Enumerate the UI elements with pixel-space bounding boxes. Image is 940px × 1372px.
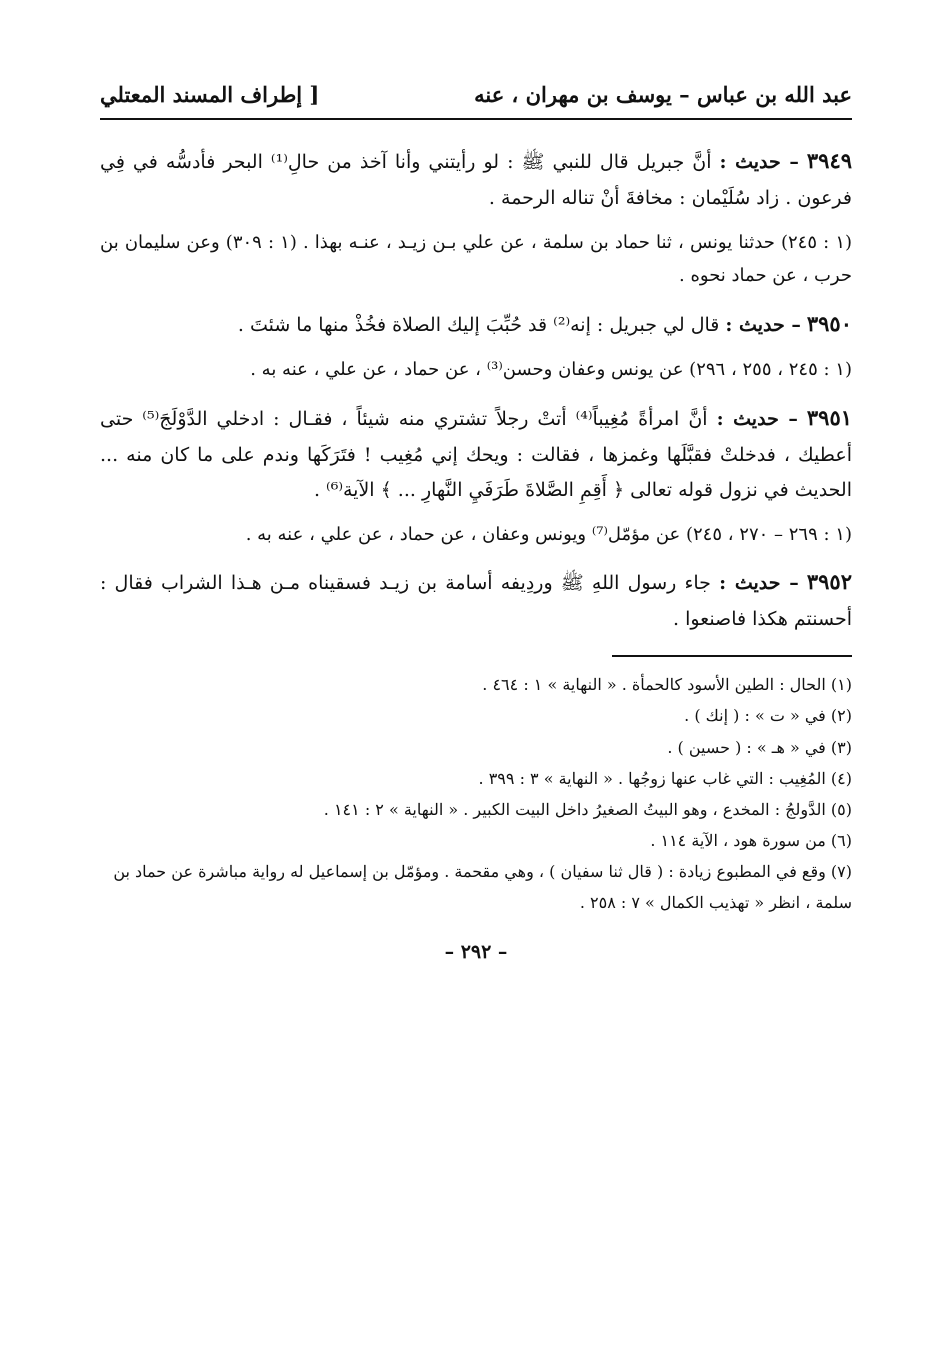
hadith-label: – حديث : bbox=[725, 313, 801, 336]
hadith-source: (١ : ٢٤٥ ، ٢٥٥ ، ٢٩٦) عن يونس وعفان وحسن⁽³⁾ ، عن حماد ، عن علي ، عنه به . bbox=[250, 359, 852, 381]
running-header bbox=[100, 76, 852, 116]
page-number: – ٢٩٢ – bbox=[444, 940, 508, 963]
hadith-number: ٣٩٥١ bbox=[806, 404, 853, 430]
hadith-text: جاء رسول اللهِ ﷺ وردِيفه أسامة بن زيـد فسقيناه مـن هـذا الشراب فقال : أحسنتم هكذا فاصنعوا . bbox=[100, 572, 852, 630]
hadith-source: (١ : ٢٦٩ – ٢٧٠ ، ٢٤٥) عن مؤمّل⁽⁷⁾ ويونس وعفان ، عن حماد ، عن علي ، عنه به . bbox=[245, 523, 852, 545]
hadith-number: ٣٩٤٩ bbox=[806, 148, 853, 173]
hadith-number: ٣٩٥٠ bbox=[806, 310, 852, 336]
footnote: (١) الحال : الطين الأسود كالحمأة . « النهاية » ١ : ٤٦٤ . bbox=[482, 675, 852, 695]
footnote: (٧) وقع في المطبوع زيادة : ( قال ثنا سفيان ) ، وهي مقحمة . ومؤمّل بن إسماعيل له رواية مباشرة عن حماد بن سلمة ، انظر « تهذيب الكمال » ٧ : ٢٥٨ . bbox=[113, 862, 852, 913]
hadith-source: (١ : ٢٤٥) حدثنا يونس ، ثنا حماد بن سلمة ، عن علي بـن زيـد ، عنـه بهذا . (١ : ٣٠٩) وعن سليمان بن حرب ، عن حماد نحوه . bbox=[100, 231, 853, 287]
footnote: (٤) المُغِيب : التي غاب عنها زوجُها . « النهاية » ٣ : ٣٩٩ . bbox=[478, 768, 852, 788]
footnote: (٦) من سورة هود ، الآية ١١٤ . bbox=[650, 831, 852, 851]
hadith-entry bbox=[100, 399, 852, 508]
hadith-label: – حديث : bbox=[719, 151, 799, 173]
hadith-entry bbox=[100, 142, 852, 216]
book-page bbox=[100, 76, 852, 963]
hadith-number: ٣٩٥٢ bbox=[806, 569, 852, 595]
footnote: (٣) في « هـ » : ( حسين ) . bbox=[667, 737, 852, 757]
hadith-entry bbox=[100, 305, 852, 344]
header-divider bbox=[100, 118, 852, 120]
hadith-label: – حديث : bbox=[716, 407, 798, 430]
footnote: (٥) الدَّولجُ : المخدع ، وهو البيتُ الصغيرُ داخل البيت الكبير . « النهاية » ٢ : ١٤١ . bbox=[323, 799, 852, 819]
hadith-text: قال لي جبريل : إنه⁽²⁾ قد حُبِّبَ إليك الصلاة فخُذْ منها ما شئتَ . bbox=[237, 313, 720, 336]
footnote-divider bbox=[612, 655, 852, 657]
header-section-title: عبد الله بن عباس – يوسف بن مهران ، عنه bbox=[474, 82, 852, 107]
hadith-text: أنَّ امرأةً مُغِيباً⁽⁴⁾ أتتْ رجلاً تشتري منه شيئاً ، فقـال : ادخلي الدَّوْلَجَ⁽⁵⁾ حتى أعطيك ، فدخلتْ فقبَّلَها وغمزها ، فقالت : ويحك إني مُغِيب ! فتَرَكَها وندم على ما كان منه ... الحديث في نزول قوله تعالى ﴿ أَقِمِ الصَّلاةَ طَرَفَيِ النَّهارِ ... ﴾ الآية⁽⁶⁾ . bbox=[100, 407, 852, 501]
hadith-text: أنَّ جبريل قال للنبي ﷺ : لو رأيتني وأنا آخذ من حالِ⁽¹⁾ البحر فأدسُّه في فِي فرعون . زاد سُلَيْمان : مخافةَ أنْ تناله الرحمة . bbox=[100, 151, 852, 209]
footnote: (٢) في « ت » : ( إنك ) . bbox=[684, 706, 852, 726]
header-book-title: [ إطراف المسند المعتلي bbox=[100, 82, 320, 107]
hadith-entry bbox=[100, 563, 852, 637]
hadith-label: – حديث : bbox=[719, 572, 799, 595]
footnotes bbox=[100, 669, 852, 919]
